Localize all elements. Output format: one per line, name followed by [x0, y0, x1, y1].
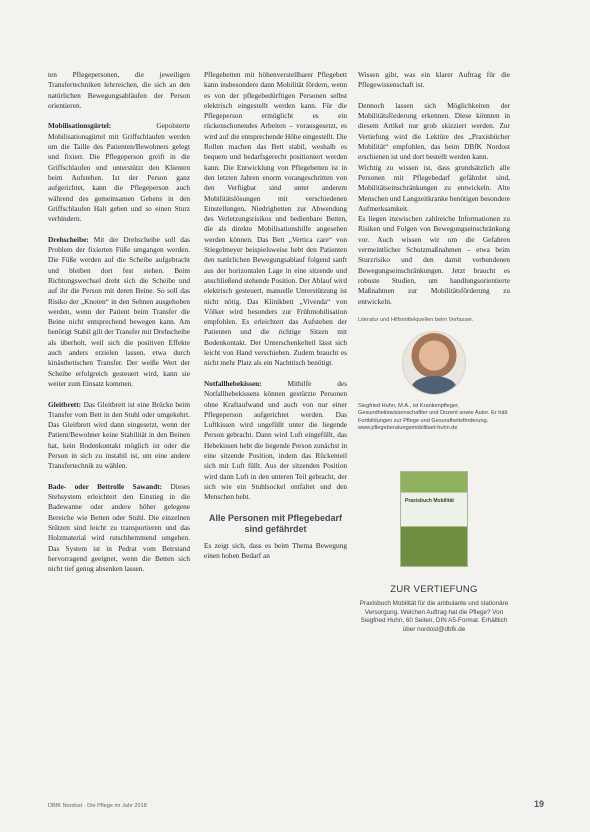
column-2	[204, 70, 347, 561]
paragraph-wissen: Wissen gibt, was ein klarer Auftrag für die Pflegewissenschaft ist.	[358, 70, 510, 90]
paragraph-bedarf: Es zeigt sich, dass es beim Thema Bewegung einen hohen Bedarf an	[204, 540, 347, 561]
paragraph-heading: Gleitbrett:	[48, 399, 82, 409]
book-cover-title: Praxisbuch Mobilität	[405, 498, 454, 504]
footer-publication: DBfK Nordost · Die Pflege im Jahr 2018	[48, 803, 147, 809]
further-reading-title: ZUR VERTIEFUNG	[390, 584, 478, 595]
author-website: www.pflegeberatungsmobilitaet-huhn.de	[358, 425, 458, 432]
section-subheading: Alle Personen mit Pflegebedarf sind gefährdet	[208, 512, 343, 534]
paragraph-gleitbrett	[48, 400, 190, 472]
paragraph-text: Mithilfe des Notfallhebekissens können gestürzte Personen ohne Kraftaufwand und auch von nur einer Pflegeperson aufgerichtet werden. Das Luftkissen wird ungefüllt unter die liegende Person gebracht. Dann wird Luft eingefüllt, das Hebekissen hebt die liegende Person zunächst in eine sitzende Position, indem das Rückenteil sich mit Luft füllt. Aus der sitzenden Position wird dann Luft in den unteren Teil gebracht, der sich wie ein Stuhlsockel entfaltet und den Menschen hebt.	[204, 378, 347, 502]
paragraph-text: Mit der Drehscheibe soll das Problem der fixierten Füße umgangen werden. Die Füße werden auf die Scheibe aufgebracht und bleiben dort fest stehen. Beim Richtungswechsel dreht sich die Scheibe und auf ihr die Person mit deren Beine. So soll das Risiko der „Knoten“ in den Sehnen ausgehoben werden, wenn der Patient beim Transfer die Beine nicht entsprechend bewegen kann. Am benötigt Stabil gilt der Transfer mit Drehscheibe als überholt, weil sich die positiven Effekte auch anders erzielen lassen, etwa durch kinästhetischen Transfer. Der weiße Wert der Scheibe erfolgreich gesteuert wird, kann sie weiter zum Einsatz kommen.	[48, 234, 190, 388]
paragraph-heading: Drehscheibe:	[48, 234, 89, 244]
paragraph-moeglichkeiten: Dennoch lassen sich Möglichkeiten der Mobilitätsförderung erkennen. Diese könnten in diesem Artikel nur grob skizziert werden. Zur Vertiefung wird die Lektüre des „Praxisbücher Mobilität“ empfohlen, das beim DBfK Nordost erschienen ist und dort bestellt werden kann.	[358, 100, 510, 162]
paragraph-text: Gepolsterte Mobilisationsgürtel mit Griffschlaufen werden um die Taille des Patienten/Bewohners gelegt und fixiert. Die Pflegeperson greift in die Griffschlaufen und unterstützt den Klienten beim Aufstehen. Ist der Person ganz aufgerichtet, kann die Pflegeperson auch während des gemeinsamen Gehens in den Griffschlaufen Halt geben und so einen Sturz verhindern.	[48, 121, 190, 224]
author-portrait	[402, 331, 466, 395]
column-1	[48, 70, 190, 575]
paragraph-heading: Mobilisationsgürtel:	[48, 121, 112, 131]
paragraph-heading: Notfallhebekissen:	[204, 378, 262, 388]
book-cover-image	[400, 471, 468, 567]
further-reading-text: Praxisbuch Mobilität für die ambulante und stationäre Versorgung. Welchen Auftrag hat die Pflege? Von Siegfried Huhn, 60 Seiten, DIN A5-Format. Erhältlich über nordost@dbfk.de	[359, 600, 509, 633]
paragraph-notfallhebekissen	[204, 379, 347, 503]
page-number: 19	[533, 799, 544, 809]
paragraph-drehscheibe	[48, 235, 190, 389]
paragraph-text: Das Gleitbrett ist eine Brücke beim Transfer vom Bett in den Stuhl oder umgekehrt. Das Gleitbrett wird dann eingesetzt, wenn der Patient/Bewohner keine Stabilität in den Beinen hat, kein Bodenkontakt möglich ist oder die Person in sich zu instabil ist, um eine andere Transfertechnik zu wählen.	[48, 399, 190, 471]
author-description: Siegfried Huhn, M.A., ist Krankenpfleger, Gesundheitswissenschaftler und Dozent sowie Autor. Er hält Fortbildungen zur Pflege und Gesundheitsförderung.	[358, 402, 508, 424]
paragraph-risiken: Es liegen inzwischen zahlreiche Informationen zu Risiken und Folgen von Bewegungseinschränkung vor. Auch wissen wir um die Gefahren vermeintlicher Schutzmaßnahmen – etwa beim Sturzrisiko und den damit verbundenen Bewegungseinschränkungen. Jetzt braucht es robuste Studien, um handlungsorientierte Maßnahmen zur Mobilitätsförderung zu entwickeln.	[358, 214, 510, 306]
literature-note: Literatur und Hilfsmittelquellen beim Verfasser.	[358, 317, 474, 324]
paragraph-intro: ten Pflegepersonen, die jeweiligen Transfertechniken lehrreichen, die sich an den natürlichen Bewegungsabläufen der Person orientieren.	[48, 70, 190, 110]
column-3	[358, 70, 510, 634]
paragraph-pflegebetten: Pflegebetten mit höhenverstellbarer Pflegebett kann insbesondere dann Mobilität fördern, wenn es von der pflegebedürftigen Personen selbst elektrisch eingestellt werden kann. Für die Pflegeperson ermöglicht es ein rückenschonendes Arbeiten – vorausgesetzt, es wird auf die entsprechende Höhe eingestellt. Die Rollen machen das Bett stabil, weshalb es bequem und bedarfsgerecht positioniert werden kann. Die Entwicklung von Pflegebetten ist in den letzten Jahren enorm vorangeschritten von den Verfügbar sind unter anderem Mobilitätslösungen mit verschiedenen Einstellungen, Niedrigbetten zur Abwendung des Verletzungsrisikos und bedienbare Betten, die als direkte Mobilisationshilfe angesehen werden können. Das Bett „Vertica care“ von Stiegelmeyer beispielsweise hebt den Patienten den natürlichen Bewegungsablauf folgend sanft aus der horizontalen Lage in eine sitzende und anschließend stehende Position. Der Ablauf wird elektrisch gesteuert, manuelle Unterstützung ist nicht nötig. Das Klinikbett „Vivenda“ von Völker wird besonders zur Frühmobilisation empfohlen. Es erleichtert das Aufstehen der Patienten und die richtige Sitzen mit Bodenkontakt. Der Unterschenkelteil lässt sich leicht von Hand verschieben. Zudem braucht es nicht mehr Platz als ein Nachttisch benötigt.	[204, 70, 347, 368]
paragraph-heading: Bade- oder Bettrolle Sawandt:	[48, 481, 163, 491]
paragraph-mobilisationsguertel	[48, 121, 190, 224]
author-bio	[358, 403, 510, 433]
paragraph-gefaehrdet: Wichtig zu wissen ist, dass grundsätzlich alle Personen mit Pflegebedarf gefährdet sind, Mobilitätseinschränkungen zu entwickeln. Alte Menschen und Langzeitkranke benötigen besondere Aufmerksamkeit.	[358, 162, 510, 213]
paragraph-text: Dieses Stehsystem erleichtert den Einstieg in die Badewanne oder andere höher gelegene Bereiche wie Betten oder Stuhl. Die einzelnen Stützen sind leicht zu transportieren und das Holzmaterial wird rutschhemmend umgehen. Das System ist in Pedrat vom Betrstand hervorragend geeignet, wenn die Betten sich nicht tief genug absenken lassen.	[48, 481, 190, 574]
paragraph-badelift	[48, 482, 190, 575]
